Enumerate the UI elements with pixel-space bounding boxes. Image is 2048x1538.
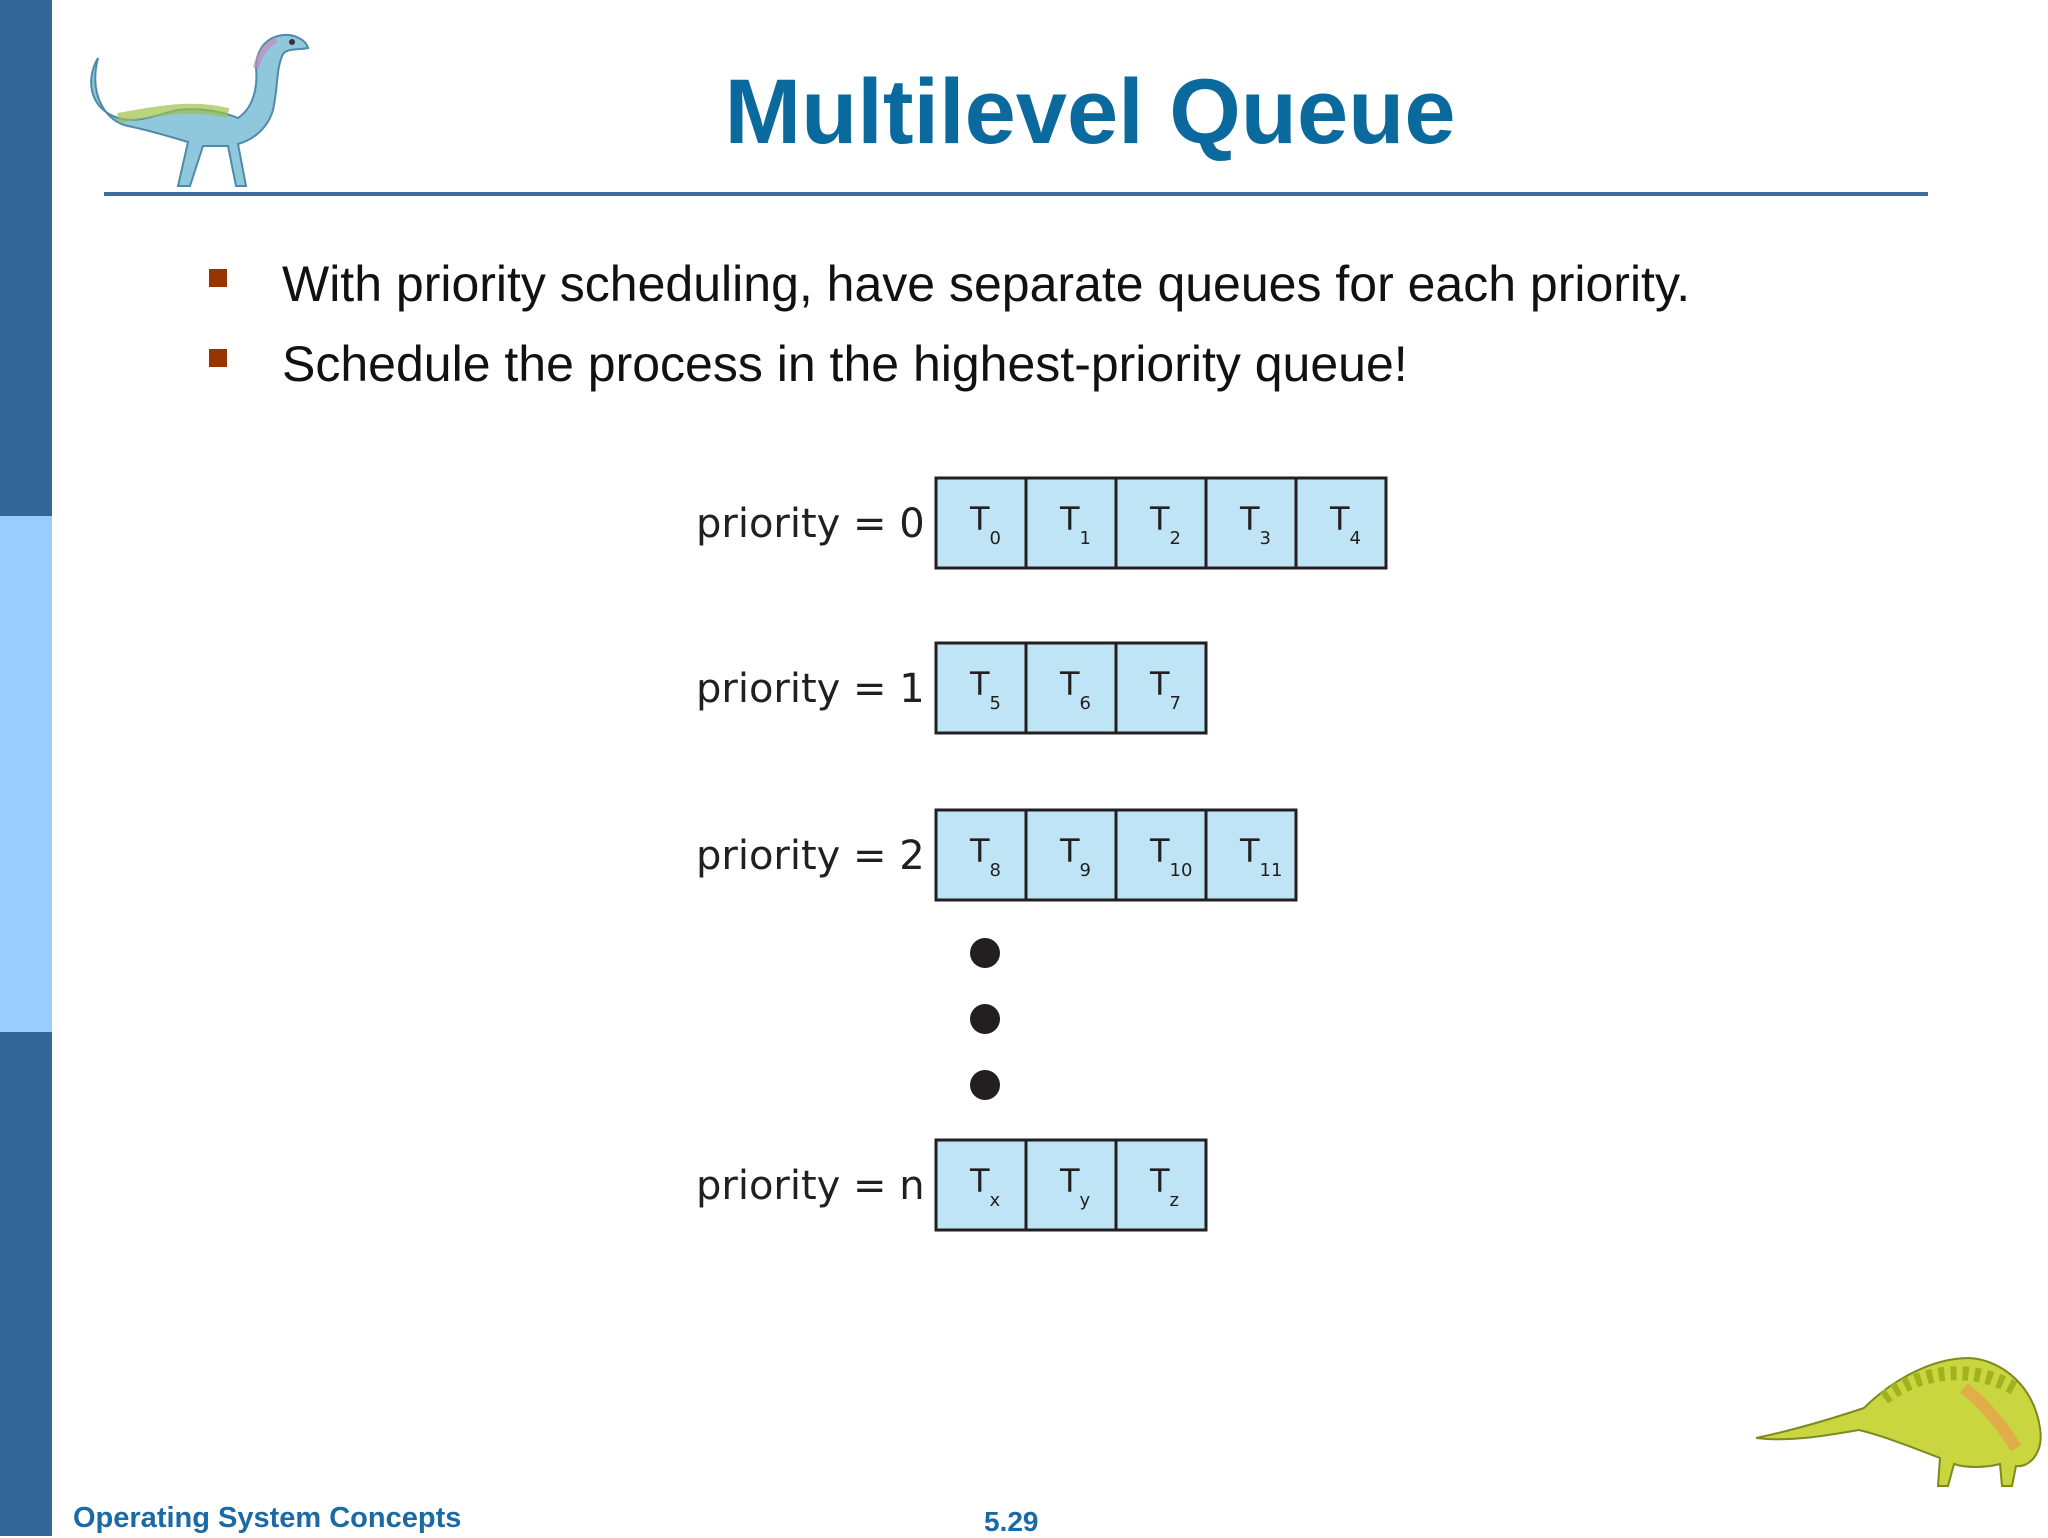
task-subscript: y (1079, 1190, 1091, 1211)
task-label: $T_{10}$ (1150, 832, 1193, 881)
task-subscript: 3 (1259, 528, 1271, 549)
ellipsis-dot (970, 1070, 1000, 1100)
task-subscript: 9 (1079, 860, 1091, 881)
task-subscript: 4 (1349, 528, 1361, 549)
task-cell (1026, 1140, 1116, 1230)
task-subscript: 11 (1259, 860, 1283, 881)
bullet-item (205, 332, 1690, 412)
task-label: $T_1$ (1060, 500, 1091, 549)
task-label: $T_5$ (970, 665, 1001, 714)
task-cell (1116, 810, 1206, 900)
task-subscript: 8 (989, 860, 1001, 881)
queue-row (696, 643, 1206, 733)
task-subscript: 1 (1079, 528, 1091, 549)
queue-priority-label: priority = 1 (696, 666, 925, 712)
task-cell (1206, 478, 1296, 568)
task-label: $T_7$ (1150, 665, 1181, 714)
bullet-list (205, 252, 1690, 412)
task-cell (1026, 810, 1116, 900)
left-sidebar-stripe (0, 0, 52, 1536)
sidebar-segment-top (0, 0, 52, 516)
square-bullet-icon (209, 269, 227, 287)
queue-row (696, 478, 1386, 568)
page-number: 5.29 (984, 1506, 1039, 1537)
task-subscript: 2 (1169, 528, 1181, 549)
task-label: $T_6$ (1060, 665, 1091, 714)
task-cell (1206, 810, 1296, 900)
queue-priority-label: priority = n (696, 1163, 925, 1209)
task-label: $T_4$ (1330, 500, 1361, 549)
bullet-text: Schedule the process in the highest-priority queue! (282, 336, 1408, 392)
dinosaur-standing-icon (78, 18, 314, 190)
task-subscript: x (989, 1190, 1001, 1211)
slide-title: Multilevel Queue (724, 61, 1456, 163)
task-cell (1116, 643, 1206, 733)
queue-priority-label: priority = 2 (696, 833, 925, 879)
bullet-item (205, 252, 1690, 332)
multilevel-queue-diagram (680, 460, 1440, 1260)
task-subscript: 10 (1169, 860, 1193, 881)
task-subscript: 5 (989, 693, 1001, 714)
title-underline (104, 192, 1928, 196)
task-label: $T_{11}$ (1240, 832, 1283, 881)
task-label: $T_9$ (1060, 832, 1091, 881)
ellipsis-dot (970, 938, 1000, 968)
ellipsis-dots (970, 938, 1000, 1100)
dinosaur-crouching-icon (1754, 1318, 2048, 1488)
task-cell (936, 478, 1026, 568)
queue-row (696, 810, 1296, 900)
task-cell (936, 643, 1026, 733)
queues-layer (696, 478, 1386, 1230)
ellipsis-dot (970, 1004, 1000, 1034)
task-label: $T_0$ (970, 500, 1001, 549)
task-subscript: 7 (1169, 693, 1181, 714)
task-label: $T_x$ (970, 1162, 1001, 1211)
task-label: $T_2$ (1150, 500, 1181, 549)
task-cell (1116, 1140, 1206, 1230)
queue-row (696, 1140, 1206, 1230)
task-cell (1296, 478, 1386, 568)
task-subscript: z (1169, 1190, 1179, 1211)
task-label: $T_3$ (1240, 500, 1271, 549)
task-subscript: 6 (1079, 693, 1091, 714)
task-cell (936, 1140, 1026, 1230)
task-cell (936, 810, 1026, 900)
task-label: $T_8$ (970, 832, 1001, 881)
task-cell (1026, 643, 1116, 733)
task-cell (1026, 478, 1116, 568)
sidebar-segment-bottom (0, 1032, 52, 1536)
task-label: $T_y$ (1060, 1162, 1091, 1211)
task-subscript: 0 (989, 528, 1001, 549)
square-bullet-icon (209, 349, 227, 367)
sidebar-segment-middle (0, 516, 52, 1032)
footer-course-title: Operating System Concepts (73, 1502, 462, 1534)
queue-priority-label: priority = 0 (696, 501, 925, 547)
task-cell (1116, 478, 1206, 568)
bullet-text: With priority scheduling, have separate queues for each priority. (282, 256, 1691, 312)
task-label: $T_z$ (1150, 1162, 1179, 1211)
